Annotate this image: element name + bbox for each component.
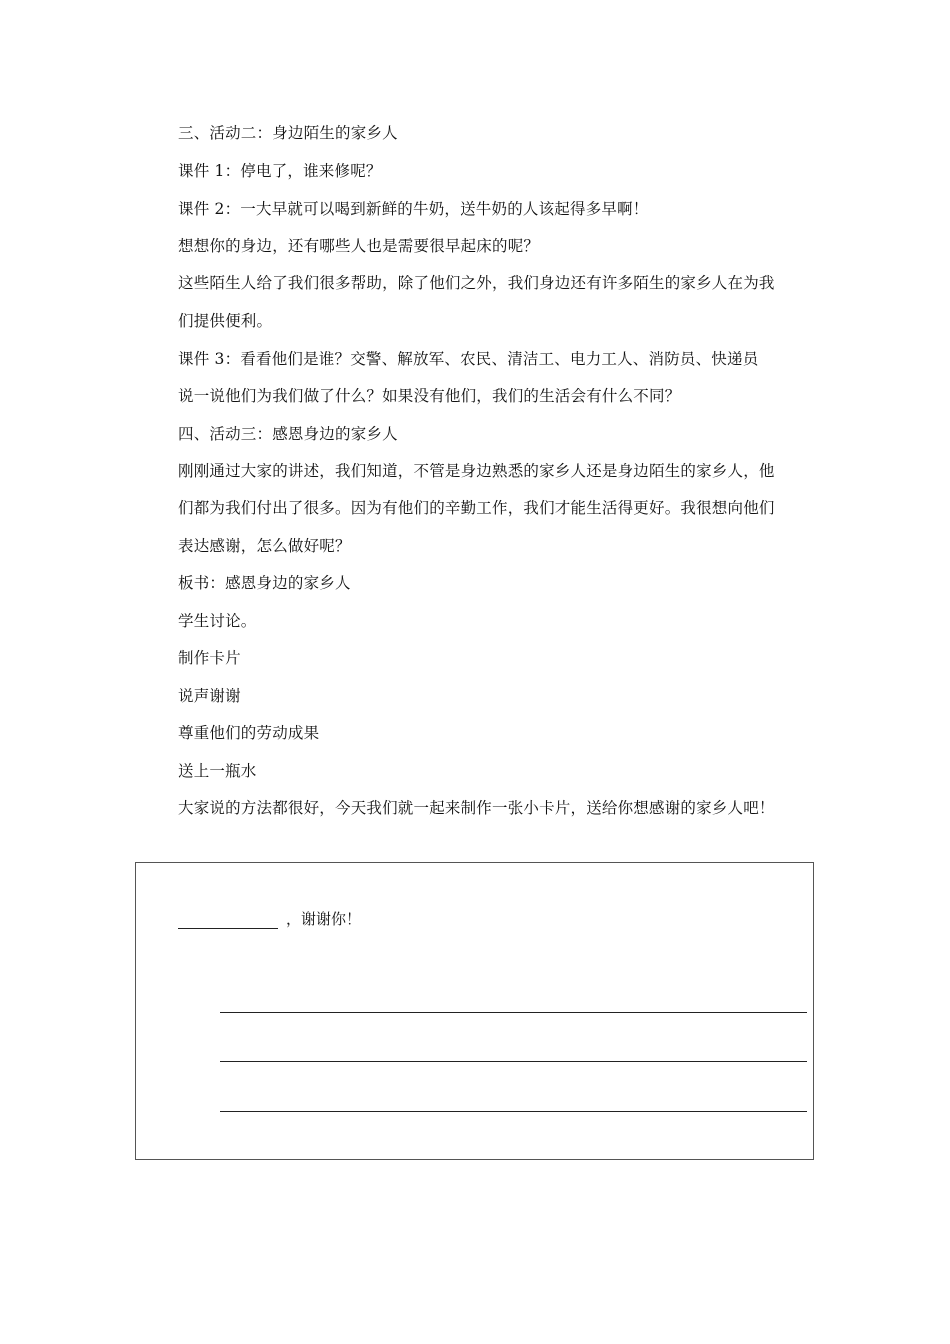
blackboard-text: 板书：感恩身边的家乡人 bbox=[178, 574, 351, 592]
courseware-2-text: 课件 2：一大早就可以喝到新鲜的牛奶，送牛奶的人该起得多早啊！ bbox=[178, 200, 649, 218]
list-item: 送上一瓶水 bbox=[178, 762, 257, 780]
courseware-1-text: 课件 1：停电了，谁来修呢？ bbox=[178, 162, 382, 180]
paragraph-line: 刚刚通过大家的讲述，我们知道，不管是身边熟悉的家乡人还是身边陌生的家乡人，他 bbox=[178, 462, 775, 480]
paragraph-line: 说一说他们为我们做了什么？如果没有他们，我们的生活会有什么不同？ bbox=[178, 387, 681, 405]
list-item: 尊重他们的劳动成果 bbox=[178, 724, 320, 742]
thank-you-card bbox=[135, 862, 814, 1160]
paragraph-line: 想想你的身边，还有哪些人也是需要很早起床的呢？ bbox=[178, 237, 540, 255]
paragraph-line: 大家说的方法都很好，今天我们就一起来制作一张小卡片，送给你想感谢的家乡人吧！ bbox=[178, 799, 775, 817]
paragraph-line: 这些陌生人给了我们很多帮助，除了他们之外，我们身边还有许多陌生的家乡人在为我 bbox=[178, 274, 775, 292]
writing-line bbox=[220, 1061, 807, 1062]
section-heading-activity-three: 四、活动三：感恩身边的家乡人 bbox=[178, 425, 398, 443]
paragraph-line: 们都为我们付出了很多。因为有他们的辛勤工作，我们才能生活得更好。我很想向他们 bbox=[178, 499, 775, 517]
list-item: 制作卡片 bbox=[178, 649, 241, 667]
paragraph-line: 表达感谢，怎么做好呢？ bbox=[178, 537, 351, 555]
paragraph-line: 们提供便利。 bbox=[178, 312, 273, 330]
courseware-3-text: 课件 3：看看他们是谁？交警、解放军、农民、清洁工、电力工人、消防员、快递员 bbox=[178, 350, 759, 368]
writing-line bbox=[220, 1111, 807, 1112]
recipient-blank-line bbox=[178, 911, 278, 929]
section-heading-activity-two: 三、活动二：身边陌生的家乡人 bbox=[178, 124, 398, 142]
writing-line bbox=[220, 1012, 807, 1013]
card-greeting: ，谢谢你！ bbox=[286, 910, 362, 928]
list-item: 说声谢谢 bbox=[178, 687, 241, 705]
paragraph-line: 学生讨论。 bbox=[178, 612, 257, 630]
card-greeting-row bbox=[178, 909, 361, 929]
